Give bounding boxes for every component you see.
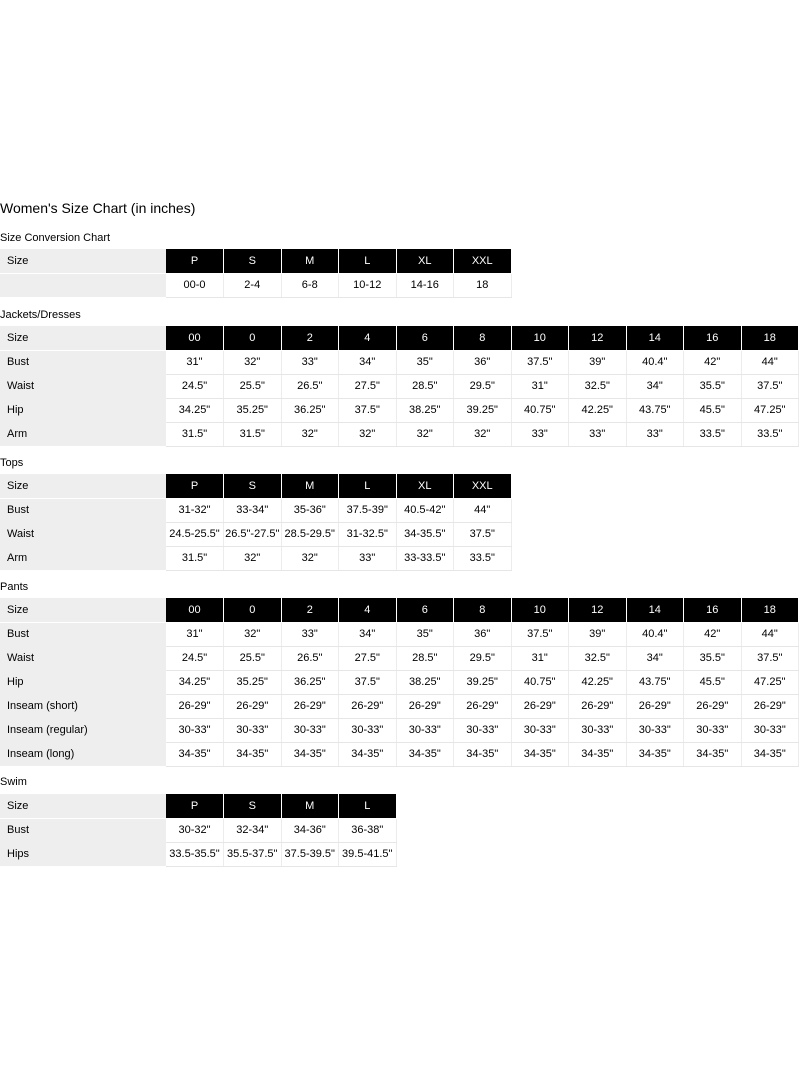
table-cell: 31" bbox=[166, 350, 224, 374]
row-label: Waist bbox=[0, 522, 166, 546]
table-cell: 34.25" bbox=[166, 398, 224, 422]
table-cell: 28.5" bbox=[396, 374, 454, 398]
table-row bbox=[0, 694, 799, 718]
table-cell: 34-35" bbox=[684, 742, 742, 766]
jackets-dresses-table bbox=[0, 326, 799, 447]
table-cell: 37.5" bbox=[741, 374, 799, 398]
row-label: Arm bbox=[0, 422, 166, 446]
size-header-cell: 4 bbox=[339, 326, 397, 350]
table-cell: 30-33" bbox=[741, 718, 799, 742]
table-cell: 34-35" bbox=[741, 742, 799, 766]
table-cell: 30-33" bbox=[454, 718, 512, 742]
table-cell: 32" bbox=[396, 422, 454, 446]
size-header-cell: M bbox=[281, 794, 339, 818]
table-cell: 39.5-41.5" bbox=[339, 842, 397, 866]
table-cell: 33.5" bbox=[684, 422, 742, 446]
page-title: Women's Size Chart (in inches) bbox=[0, 200, 196, 216]
size-conversion-table bbox=[0, 249, 512, 298]
table-cell: 34-35.5" bbox=[396, 522, 454, 546]
table-cell: 30-33" bbox=[281, 718, 339, 742]
table-cell: 32" bbox=[281, 546, 339, 570]
size-header-cell: XXL bbox=[454, 474, 512, 498]
section-title-size-conversion: Size Conversion Chart bbox=[0, 232, 111, 244]
table-cell: 33" bbox=[569, 422, 627, 446]
table-cell: 33" bbox=[339, 546, 397, 570]
row-label: Arm bbox=[0, 546, 166, 570]
size-header-cell: 12 bbox=[569, 598, 627, 622]
table-cell: 34-36" bbox=[281, 818, 339, 842]
table-cell: 25.5" bbox=[224, 646, 282, 670]
table-cell: 26-29" bbox=[684, 694, 742, 718]
table-cell: 36" bbox=[454, 350, 512, 374]
table-cell: 34" bbox=[339, 622, 397, 646]
table-cell: 34-35" bbox=[626, 742, 684, 766]
table-cell: 18 bbox=[454, 273, 512, 297]
swim-table bbox=[0, 794, 397, 867]
table-cell: 42.25" bbox=[569, 670, 627, 694]
table-cell: 14-16 bbox=[396, 273, 454, 297]
table-cell: 32.5" bbox=[569, 646, 627, 670]
table-cell: 24.5" bbox=[166, 374, 224, 398]
table-cell: 26-29" bbox=[626, 694, 684, 718]
table-cell: 37.5-39.5" bbox=[281, 842, 339, 866]
table-cell: 44" bbox=[741, 622, 799, 646]
row-label: Bust bbox=[0, 498, 166, 522]
row-label: Waist bbox=[0, 646, 166, 670]
table-cell: 28.5-29.5" bbox=[281, 522, 339, 546]
size-header-cell: 8 bbox=[454, 326, 512, 350]
size-header-cell: P bbox=[166, 249, 224, 273]
table-cell: 37.5" bbox=[454, 522, 512, 546]
table-cell: 36.25" bbox=[281, 398, 339, 422]
table-cell: 34-35" bbox=[511, 742, 569, 766]
table-cell: 33.5" bbox=[741, 422, 799, 446]
table-cell: 31" bbox=[166, 622, 224, 646]
table-row bbox=[0, 670, 799, 694]
table-cell: 26-29" bbox=[224, 694, 282, 718]
table-cell: 44" bbox=[741, 350, 799, 374]
table-cell: 36-38" bbox=[339, 818, 397, 842]
table-cell: 26.5" bbox=[281, 646, 339, 670]
table-cell: 43.75" bbox=[626, 670, 684, 694]
table-cell: 37.5" bbox=[511, 350, 569, 374]
tops-table bbox=[0, 474, 512, 571]
table-cell: 42" bbox=[684, 350, 742, 374]
section-title-pants: Pants bbox=[0, 581, 29, 593]
table-cell: 40.75" bbox=[511, 398, 569, 422]
table-cell: 34-35" bbox=[166, 742, 224, 766]
size-header-cell: 14 bbox=[626, 326, 684, 350]
table-cell: 30-33" bbox=[626, 718, 684, 742]
table-cell: 30-33" bbox=[396, 718, 454, 742]
table-row bbox=[0, 498, 511, 522]
table-cell: 38.25" bbox=[396, 670, 454, 694]
table-cell: 47.25" bbox=[741, 670, 799, 694]
size-header-cell: 10 bbox=[511, 598, 569, 622]
table-row bbox=[0, 546, 511, 570]
size-header-cell: 4 bbox=[339, 598, 397, 622]
size-header-cell: 16 bbox=[684, 326, 742, 350]
table-cell: 32" bbox=[454, 422, 512, 446]
table-cell: 31" bbox=[511, 374, 569, 398]
table-cell: 10-12 bbox=[339, 273, 397, 297]
table-row bbox=[0, 842, 396, 866]
table-cell: 31" bbox=[511, 646, 569, 670]
table-cell: 39" bbox=[569, 350, 627, 374]
table-cell: 40.4" bbox=[626, 350, 684, 374]
row-label: Size bbox=[0, 249, 166, 273]
size-header-cell: 12 bbox=[569, 326, 627, 350]
section-title-jackets-dresses: Jackets/Dresses bbox=[0, 309, 81, 321]
size-header-cell: 6 bbox=[396, 326, 454, 350]
table-cell: 34-35" bbox=[569, 742, 627, 766]
table-cell: 47.25" bbox=[741, 398, 799, 422]
row-label: Waist bbox=[0, 374, 166, 398]
size-header-cell: P bbox=[166, 794, 224, 818]
size-header-cell: M bbox=[281, 249, 339, 273]
table-cell: 33" bbox=[281, 622, 339, 646]
table-cell: 31-32.5" bbox=[339, 522, 397, 546]
size-header-cell: 18 bbox=[741, 326, 799, 350]
table-cell: 30-33" bbox=[224, 718, 282, 742]
table-cell: 32" bbox=[224, 546, 282, 570]
size-header-cell: 00 bbox=[166, 326, 224, 350]
table-cell: 30-32" bbox=[166, 818, 224, 842]
size-header-row bbox=[0, 326, 799, 350]
size-header-row bbox=[0, 598, 799, 622]
table-row bbox=[0, 273, 511, 297]
row-label: Bust bbox=[0, 350, 166, 374]
table-cell: 34" bbox=[626, 374, 684, 398]
table-cell: 35.25" bbox=[224, 398, 282, 422]
size-header-cell: 2 bbox=[281, 326, 339, 350]
table-cell: 26.5" bbox=[281, 374, 339, 398]
table-cell: 6-8 bbox=[281, 273, 339, 297]
size-header-cell: S bbox=[224, 794, 282, 818]
size-header-cell: L bbox=[339, 249, 397, 273]
table-row bbox=[0, 718, 799, 742]
table-cell: 34-35" bbox=[454, 742, 512, 766]
size-header-cell: P bbox=[166, 474, 224, 498]
table-cell: 27.5" bbox=[339, 646, 397, 670]
table-cell: 39.25" bbox=[454, 670, 512, 694]
size-header-cell: 14 bbox=[626, 598, 684, 622]
size-header-cell: 2 bbox=[281, 598, 339, 622]
row-label: Size bbox=[0, 794, 166, 818]
table-cell: 33.5-35.5" bbox=[166, 842, 224, 866]
row-label: Hip bbox=[0, 398, 166, 422]
section-title-tops: Tops bbox=[0, 457, 24, 469]
table-cell: 38.25" bbox=[396, 398, 454, 422]
table-cell: 30-33" bbox=[166, 718, 224, 742]
row-label: Inseam (short) bbox=[0, 694, 166, 718]
table-cell: 30-33" bbox=[511, 718, 569, 742]
row-label: Hips bbox=[0, 842, 166, 866]
table-cell: 26-29" bbox=[166, 694, 224, 718]
size-header-cell: 0 bbox=[224, 598, 282, 622]
row-label bbox=[0, 273, 166, 297]
row-label: Inseam (long) bbox=[0, 742, 166, 766]
table-cell: 35.25" bbox=[224, 670, 282, 694]
size-header-cell: 0 bbox=[224, 326, 282, 350]
table-row bbox=[0, 646, 799, 670]
size-header-cell: 8 bbox=[454, 598, 512, 622]
table-row bbox=[0, 422, 799, 446]
table-cell: 35-36" bbox=[281, 498, 339, 522]
table-row bbox=[0, 350, 799, 374]
table-cell: 24.5" bbox=[166, 646, 224, 670]
table-cell: 33.5" bbox=[454, 546, 512, 570]
table-cell: 32" bbox=[224, 622, 282, 646]
row-label: Size bbox=[0, 474, 166, 498]
table-cell: 37.5" bbox=[339, 398, 397, 422]
table-cell: 34-35" bbox=[224, 742, 282, 766]
table-cell: 34-35" bbox=[339, 742, 397, 766]
table-cell: 27.5" bbox=[339, 374, 397, 398]
table-cell: 31-32" bbox=[166, 498, 224, 522]
table-cell: 35" bbox=[396, 622, 454, 646]
row-label: Bust bbox=[0, 818, 166, 842]
table-cell: 35" bbox=[396, 350, 454, 374]
table-cell: 34" bbox=[339, 350, 397, 374]
table-cell: 34" bbox=[626, 646, 684, 670]
table-cell: 34-35" bbox=[396, 742, 454, 766]
table-cell: 25.5" bbox=[224, 374, 282, 398]
table-cell: 33-34" bbox=[224, 498, 282, 522]
table-row bbox=[0, 398, 799, 422]
table-row bbox=[0, 742, 799, 766]
size-header-cell: XXL bbox=[454, 249, 512, 273]
table-cell: 37.5" bbox=[339, 670, 397, 694]
table-cell: 37.5-39" bbox=[339, 498, 397, 522]
size-header-cell: 6 bbox=[396, 598, 454, 622]
size-header-cell: 00 bbox=[166, 598, 224, 622]
table-cell: 33" bbox=[626, 422, 684, 446]
table-row bbox=[0, 522, 511, 546]
table-cell: 31.5" bbox=[166, 422, 224, 446]
row-label: Inseam (regular) bbox=[0, 718, 166, 742]
size-header-cell: L bbox=[339, 474, 397, 498]
table-cell: 35.5" bbox=[684, 374, 742, 398]
row-label: Hip bbox=[0, 670, 166, 694]
table-cell: 31.5" bbox=[166, 546, 224, 570]
table-cell: 36.25" bbox=[281, 670, 339, 694]
table-cell: 32.5" bbox=[569, 374, 627, 398]
table-cell: 40.4" bbox=[626, 622, 684, 646]
size-header-cell: 18 bbox=[741, 598, 799, 622]
table-cell: 29.5" bbox=[454, 374, 512, 398]
table-row bbox=[0, 818, 396, 842]
size-header-row bbox=[0, 794, 396, 818]
table-cell: 33" bbox=[511, 422, 569, 446]
size-header-cell: XL bbox=[396, 249, 454, 273]
table-cell: 26-29" bbox=[396, 694, 454, 718]
table-cell: 26-29" bbox=[741, 694, 799, 718]
table-cell: 36" bbox=[454, 622, 512, 646]
table-cell: 40.75" bbox=[511, 670, 569, 694]
size-header-cell: S bbox=[224, 474, 282, 498]
table-cell: 33" bbox=[281, 350, 339, 374]
row-label: Size bbox=[0, 326, 166, 350]
table-cell: 34-35" bbox=[281, 742, 339, 766]
size-header-cell: XL bbox=[396, 474, 454, 498]
size-header-cell: S bbox=[224, 249, 282, 273]
table-cell: 2-4 bbox=[224, 273, 282, 297]
size-header-row bbox=[0, 249, 511, 273]
table-cell: 30-33" bbox=[339, 718, 397, 742]
section-title-swim: Swim bbox=[0, 776, 27, 788]
table-cell: 00-0 bbox=[166, 273, 224, 297]
pants-table bbox=[0, 598, 799, 767]
table-cell: 39" bbox=[569, 622, 627, 646]
table-cell: 35.5" bbox=[684, 646, 742, 670]
table-cell: 42.25" bbox=[569, 398, 627, 422]
table-cell: 37.5" bbox=[511, 622, 569, 646]
row-label: Size bbox=[0, 598, 166, 622]
table-row bbox=[0, 622, 799, 646]
table-cell: 30-33" bbox=[569, 718, 627, 742]
table-cell: 42" bbox=[684, 622, 742, 646]
table-cell: 26-29" bbox=[511, 694, 569, 718]
table-cell: 33-33.5" bbox=[396, 546, 454, 570]
size-header-row bbox=[0, 474, 511, 498]
table-cell: 30-33" bbox=[684, 718, 742, 742]
table-cell: 31.5" bbox=[224, 422, 282, 446]
row-label: Bust bbox=[0, 622, 166, 646]
table-cell: 34.25" bbox=[166, 670, 224, 694]
table-cell: 32" bbox=[224, 350, 282, 374]
table-cell: 26-29" bbox=[569, 694, 627, 718]
table-cell: 44" bbox=[454, 498, 512, 522]
table-cell: 32" bbox=[281, 422, 339, 446]
table-cell: 24.5-25.5" bbox=[166, 522, 224, 546]
size-header-cell: L bbox=[339, 794, 397, 818]
size-header-cell: M bbox=[281, 474, 339, 498]
table-cell: 37.5" bbox=[741, 646, 799, 670]
table-cell: 26-29" bbox=[454, 694, 512, 718]
table-cell: 40.5-42" bbox=[396, 498, 454, 522]
table-cell: 45.5" bbox=[684, 670, 742, 694]
table-cell: 26-29" bbox=[281, 694, 339, 718]
table-cell: 29.5" bbox=[454, 646, 512, 670]
size-header-cell: 10 bbox=[511, 326, 569, 350]
table-cell: 43.75" bbox=[626, 398, 684, 422]
table-cell: 39.25" bbox=[454, 398, 512, 422]
table-cell: 32" bbox=[339, 422, 397, 446]
size-header-cell: 16 bbox=[684, 598, 742, 622]
table-cell: 32-34" bbox=[224, 818, 282, 842]
table-cell: 26.5"-27.5" bbox=[224, 522, 282, 546]
table-cell: 26-29" bbox=[339, 694, 397, 718]
table-cell: 45.5" bbox=[684, 398, 742, 422]
table-cell: 35.5-37.5" bbox=[224, 842, 282, 866]
table-cell: 28.5" bbox=[396, 646, 454, 670]
table-row bbox=[0, 374, 799, 398]
